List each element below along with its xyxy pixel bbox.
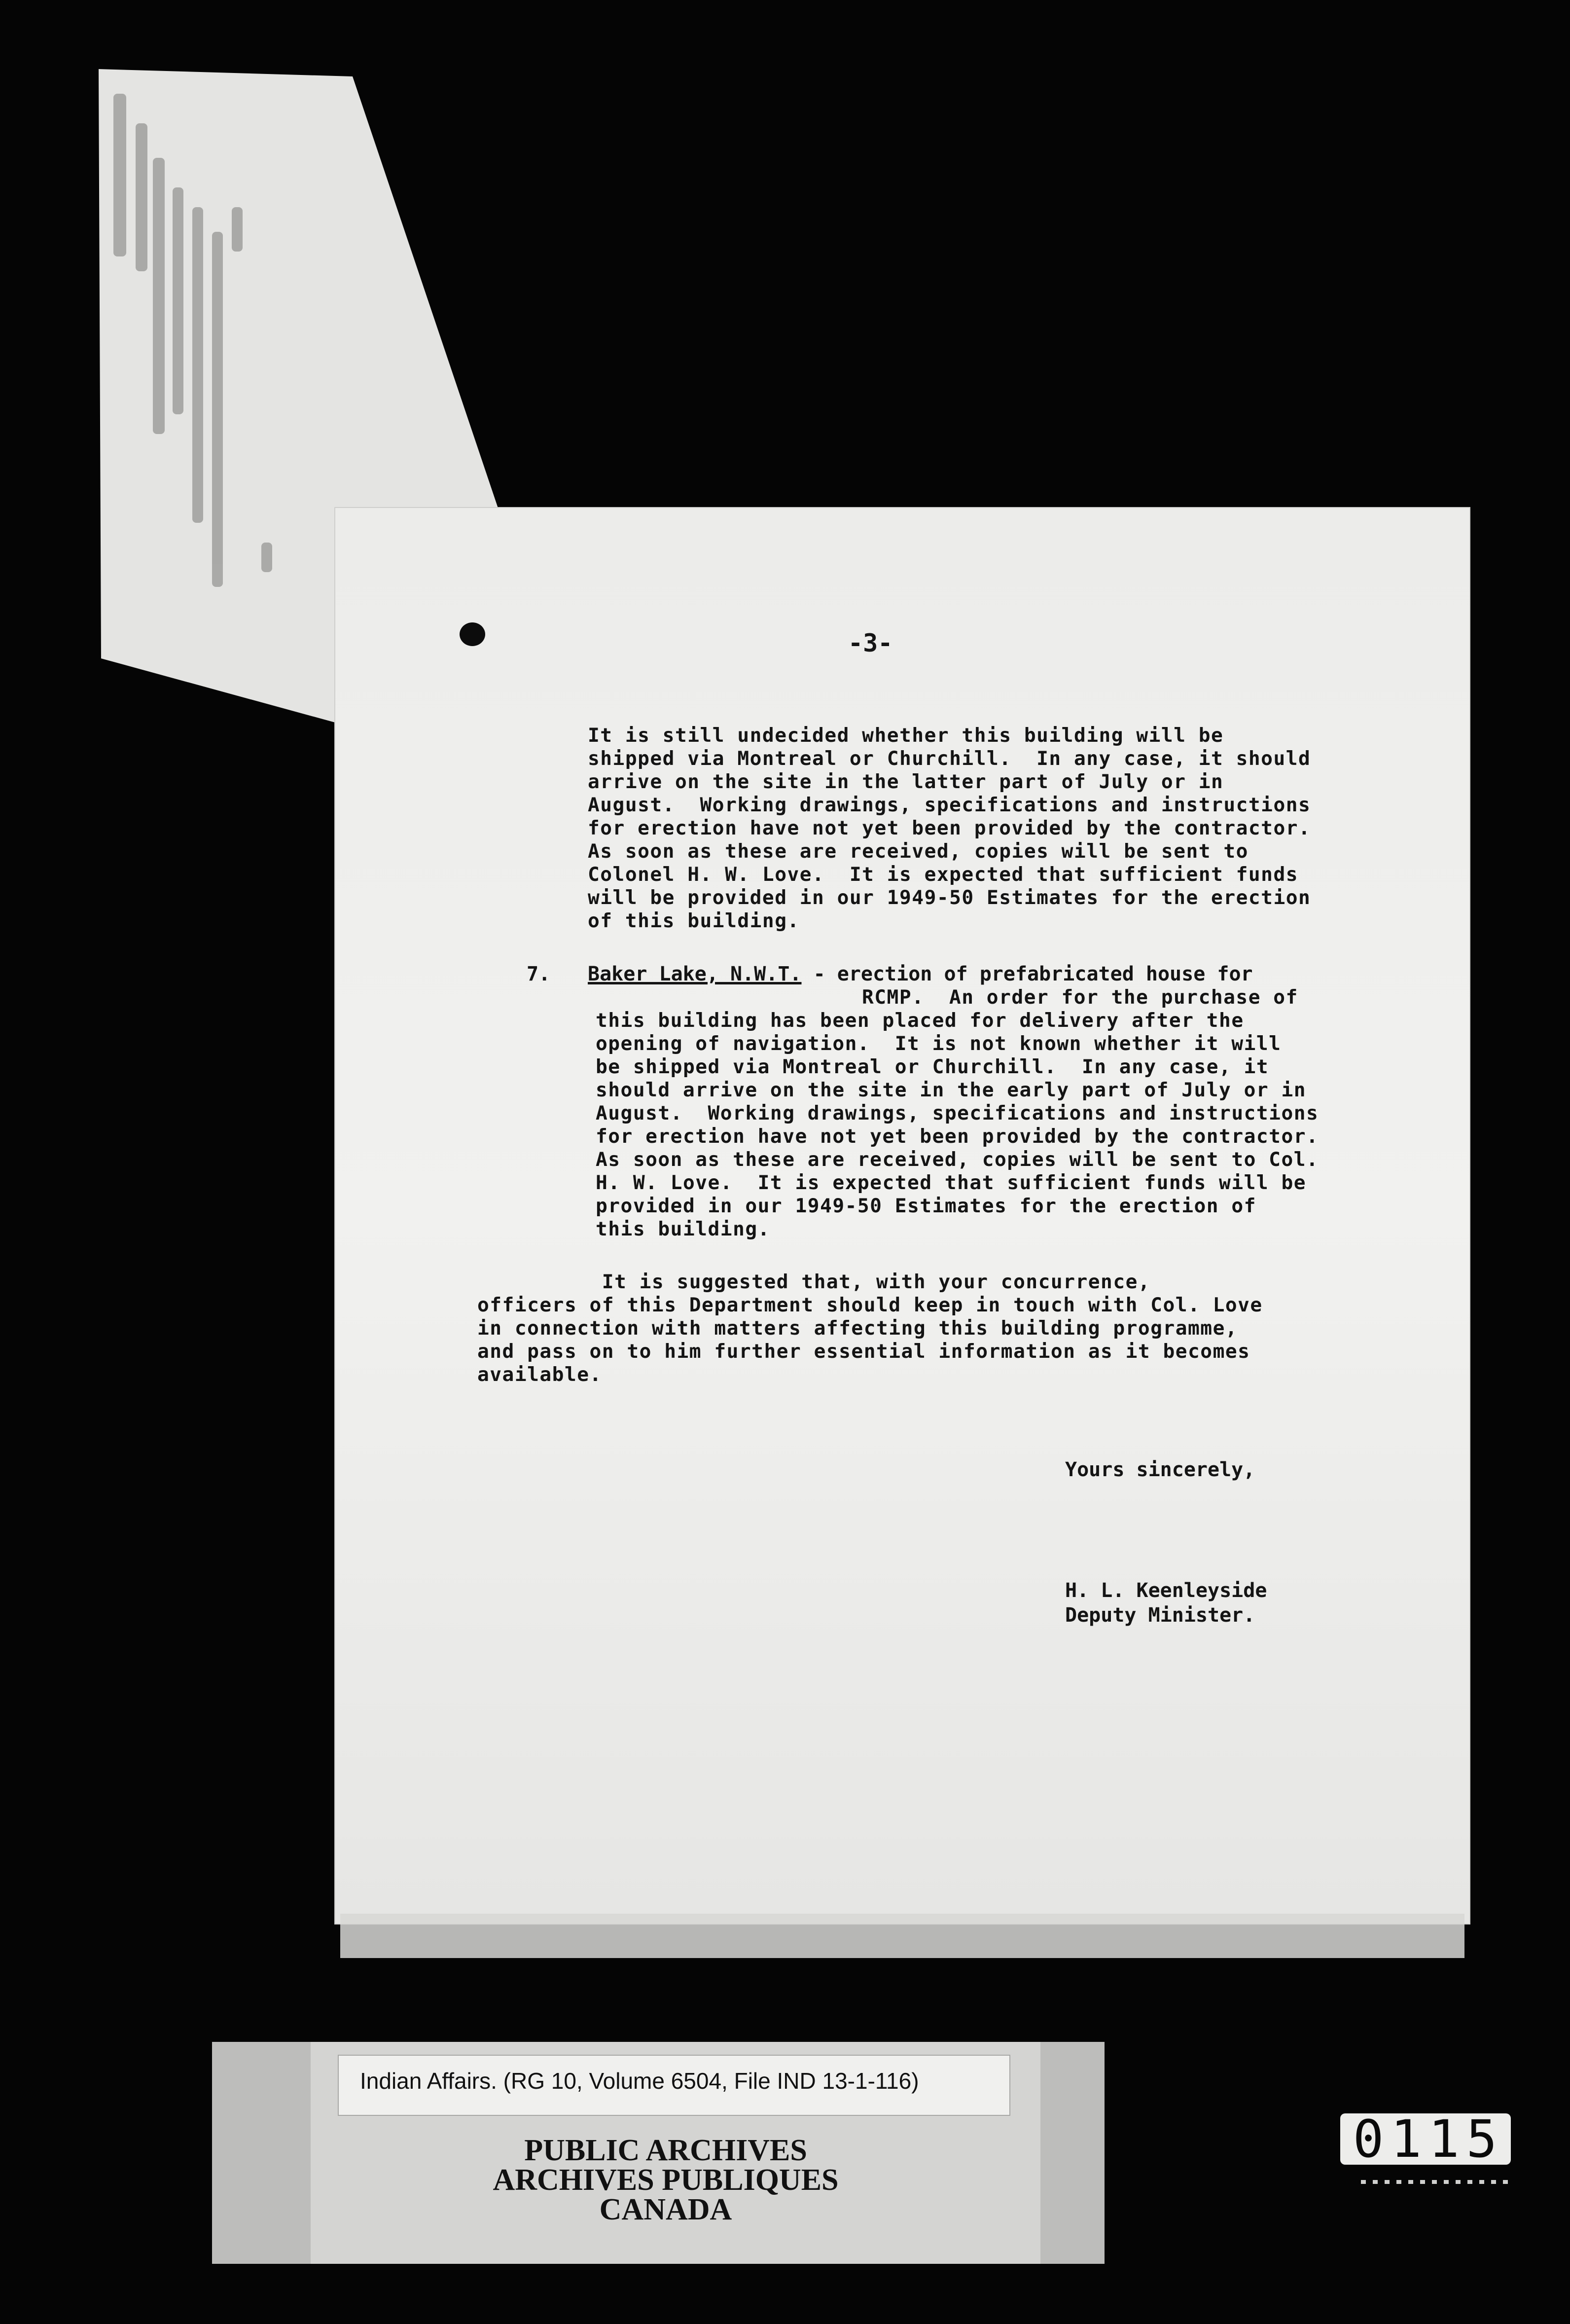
text-line: of this building. (588, 909, 800, 932)
text-line: It is suggested that, with your concurrence, (477, 1271, 1151, 1293)
text-line: It is still undecided whether this building will be (588, 724, 1224, 747)
item-number: 7. (527, 963, 551, 985)
text-line: this building. (596, 1218, 770, 1240)
text-line: Colonel H. W. Love. It is expected that sufficient funds (588, 863, 1299, 886)
text-line: in connection with matters affecting this building programme, (477, 1317, 1238, 1340)
page-underlay (340, 1914, 1464, 1958)
item-heading (588, 963, 1253, 985)
archive-label-strip (212, 2042, 1105, 2264)
text-line: opening of navigation. It is not known whether it will (596, 1032, 1282, 1055)
text-line: shipped via Montreal or Churchill. In any case, it should (588, 747, 1311, 770)
signer-name: H. L. Keenleyside (1065, 1579, 1267, 1602)
text-line: and pass on to him further essential information as it becomes (477, 1340, 1250, 1363)
stamp-line-english: PUBLIC ARCHIVES (524, 2134, 807, 2167)
text-line: August. Working drawings, specifications and instructions (596, 1102, 1319, 1125)
text-line: As soon as these are received, copies will be sent to Col. (596, 1148, 1319, 1171)
frame-number: 0115 (1353, 2109, 1504, 2169)
text-line: be shipped via Montreal or Churchill. In any case, it (596, 1055, 1269, 1078)
text-line: for erection have not yet been provided by the contractor. (588, 817, 1311, 839)
punch-hole (460, 622, 485, 646)
signer-title: Deputy Minister. (1065, 1604, 1255, 1627)
text-line: will be provided in our 1949-50 Estimates for the erection (588, 886, 1311, 909)
public-archives-stamp (365, 2136, 966, 2224)
item-heading-place: Baker Lake, N.W.T. (588, 963, 802, 985)
text-line: officers of this Department should keep in touch with Col. Love (477, 1294, 1263, 1316)
text-line: H. W. Love. It is expected that sufficient funds will be (596, 1171, 1307, 1194)
page-number: -3- (848, 629, 893, 657)
frame-tick-marks (1361, 2180, 1509, 2184)
text-line: this building has been placed for delivery after the (596, 1009, 1244, 1032)
archive-citation: Indian Affairs. (RG 10, Volume 6504, File IND 13-1-116) (360, 2068, 919, 2094)
strip-edge-left (212, 2042, 311, 2264)
text-line: RCMP. An order for the purchase of (862, 986, 1298, 1009)
stamp-line-country: CANADA (599, 2193, 732, 2226)
text-line: arrive on the site in the latter part of July or in (588, 770, 1224, 793)
complimentary-close: Yours sincerely, (1065, 1458, 1255, 1481)
text-line: As soon as these are received, copies will be sent to (588, 840, 1249, 863)
text-line: provided in our 1949-50 Estimates for the erection of (596, 1195, 1256, 1217)
text-line: should arrive on the site in the early part of July or in (596, 1079, 1307, 1101)
item-heading-description: - erection of prefabricated house for (801, 963, 1253, 985)
stamp-line-french: ARCHIVES PUBLIQUES (493, 2163, 839, 2197)
text-line: available. (477, 1363, 602, 1386)
strip-edge-right (1040, 2042, 1105, 2264)
text-line: August. Working drawings, specifications and instructions (588, 794, 1311, 816)
text-line: for erection have not yet been provided by the contractor. (596, 1125, 1319, 1148)
